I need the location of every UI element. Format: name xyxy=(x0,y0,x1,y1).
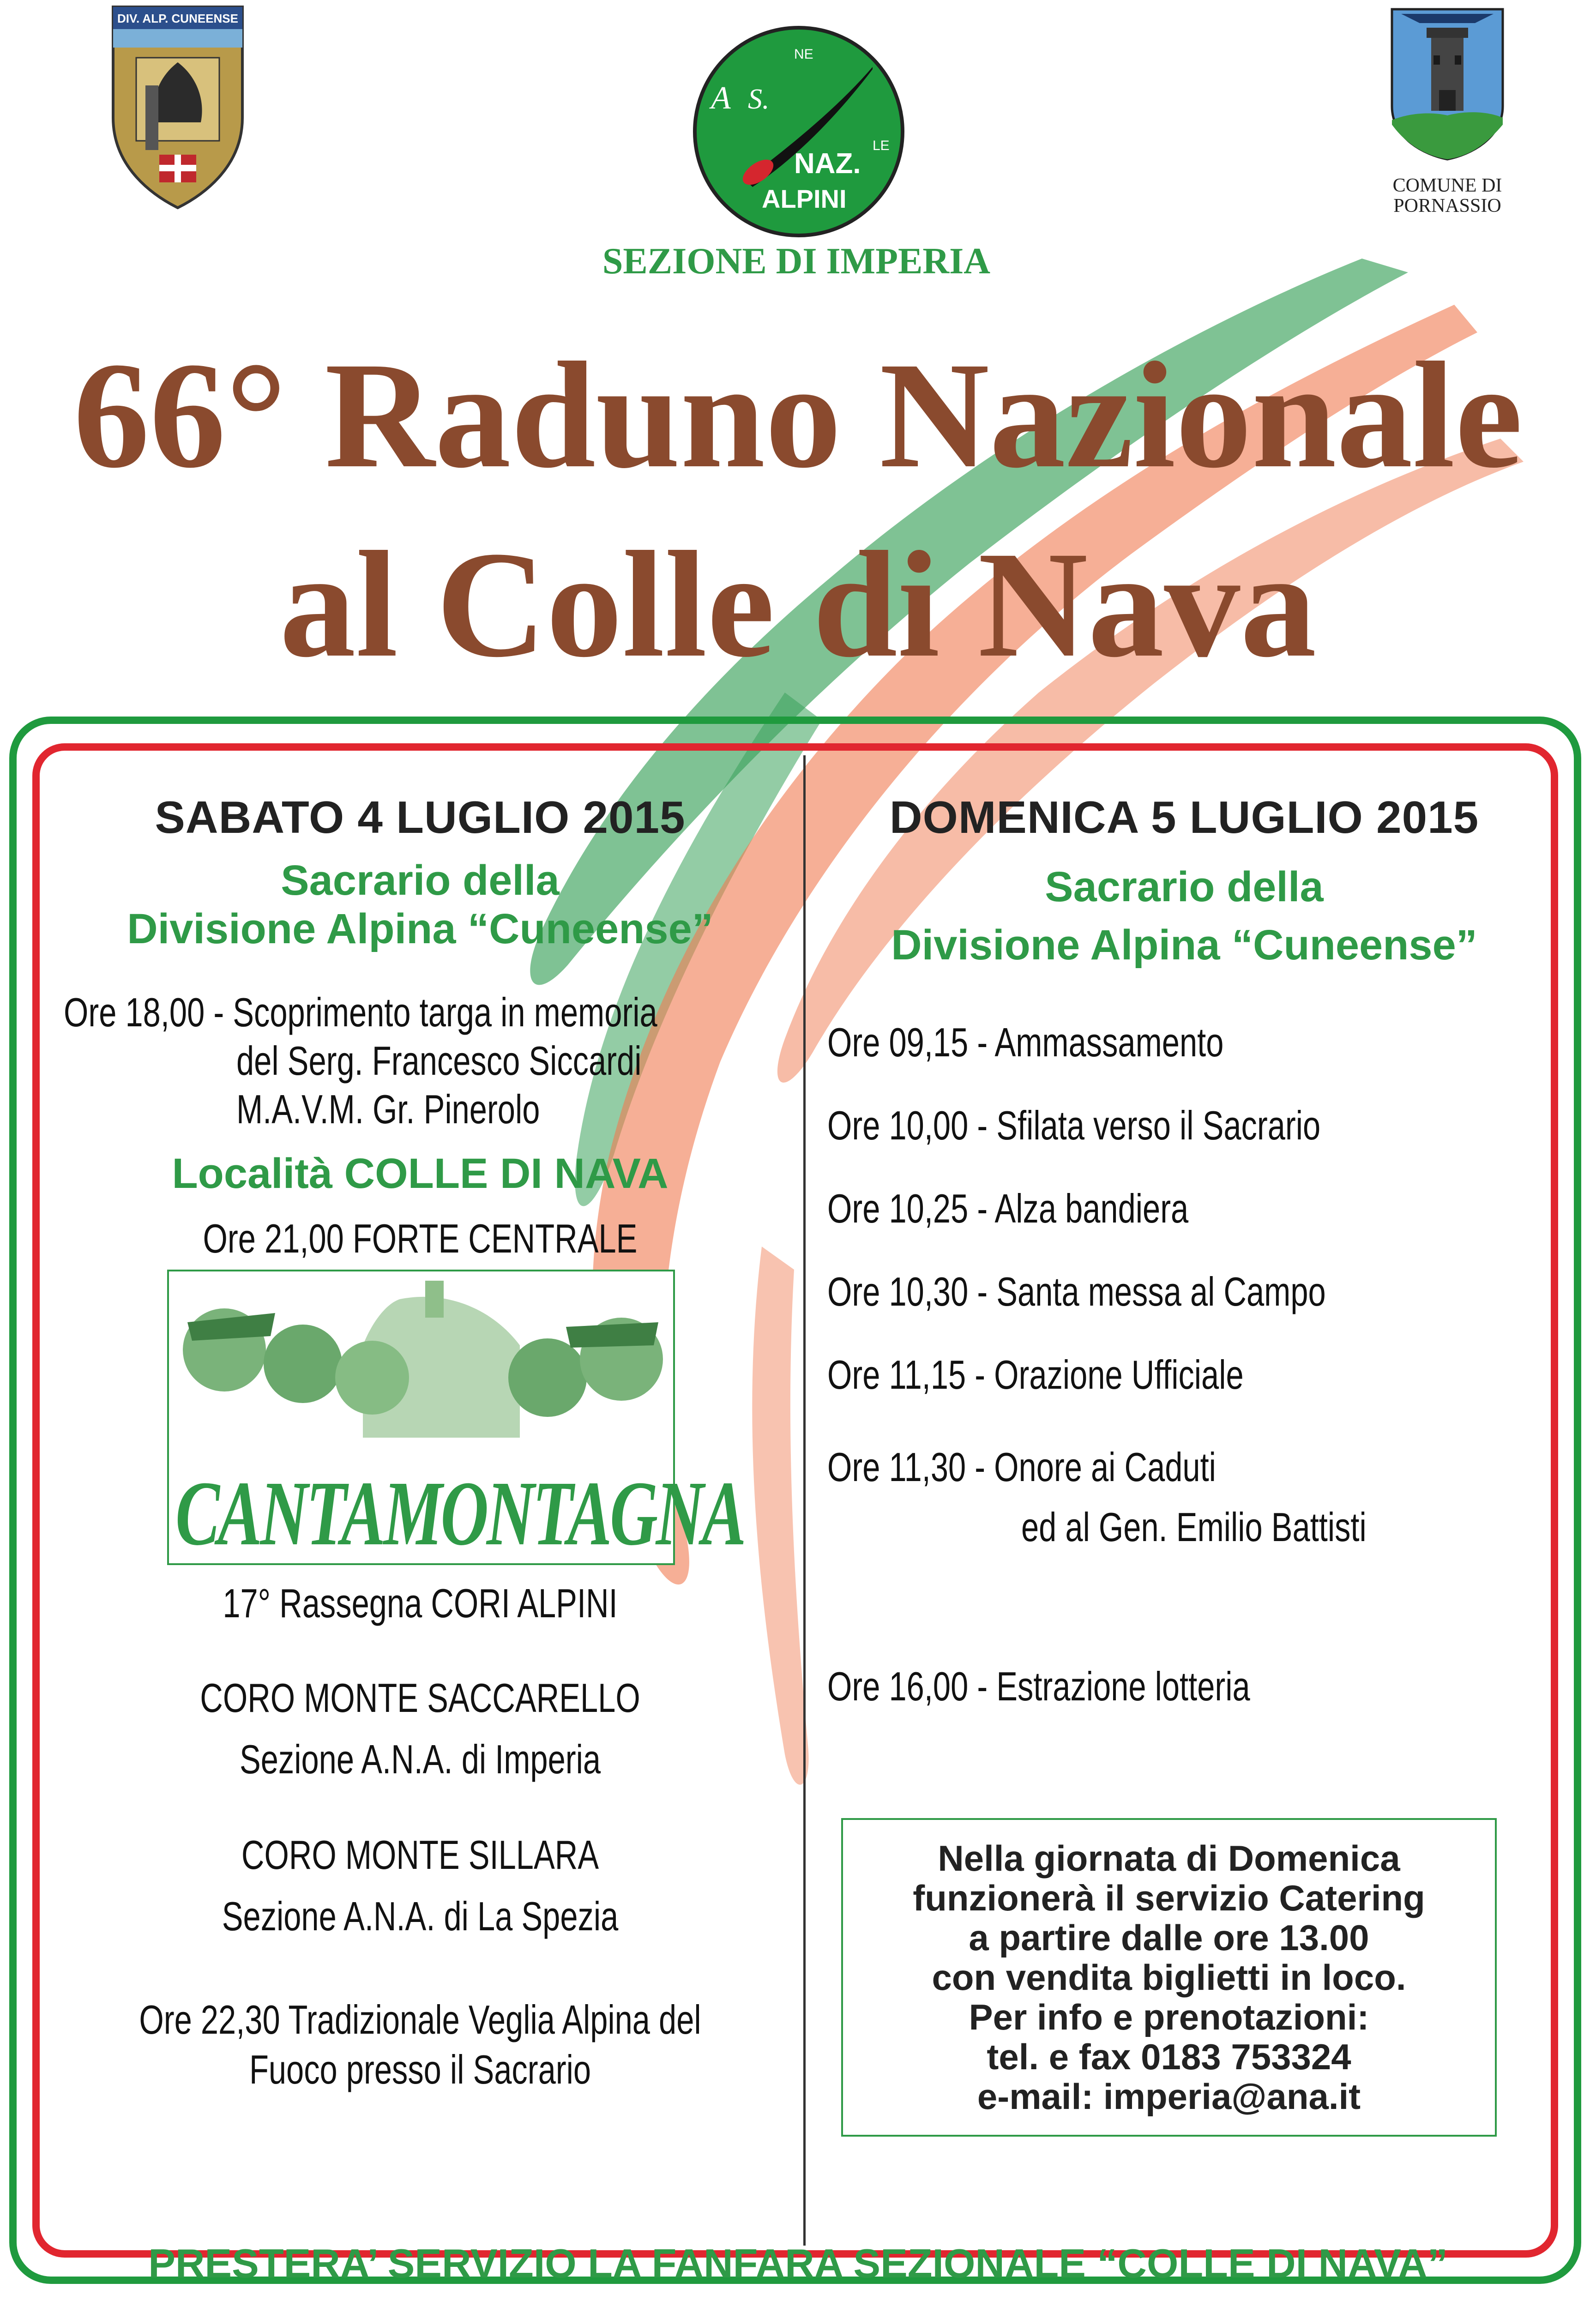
saturday-locality: Località COLLE DI NAVA xyxy=(172,1150,669,1197)
event3-line1-wrap xyxy=(46,1995,794,2044)
info-line-5: Per info e prenotazioni: xyxy=(969,1997,1369,2037)
choir1-section-wrap xyxy=(46,1735,794,1783)
choir2-section: Sezione A.N.A. di La Spezia xyxy=(222,1893,619,1939)
choir1-name-wrap xyxy=(46,1674,794,1722)
choir2-name: CORO MONTE SILLARA xyxy=(241,1832,599,1878)
svg-text:S.: S. xyxy=(748,84,770,115)
rassegna-wrap xyxy=(46,1579,794,1627)
info-line-3: a partire dalle ore 13.00 xyxy=(969,1917,1369,1958)
pornassio-label: COMUNE DI PORNASSIO xyxy=(1392,175,1502,217)
sunday-event-5: Ore 11,15 - Orazione Ufficiale xyxy=(827,1352,1244,1397)
emblem-text: DIV. ALP. CUNEENSE xyxy=(117,12,239,25)
info-line-6: tel. e fax 0183 753324 xyxy=(987,2036,1351,2077)
saturday-event3-line1: Ore 22,30 Tradizionale Veglia Alpina del xyxy=(139,1997,701,2042)
cuneense-shield-emblem xyxy=(108,2,247,210)
info-line-4: con vendita biglietti in loco. xyxy=(932,1957,1406,1998)
saturday-date: SABATO 4 LUGLIO 2015 xyxy=(155,792,686,843)
saturday-event2: Ore 21,00 FORTE CENTRALE xyxy=(203,1216,638,1261)
catering-info-box xyxy=(841,1818,1497,2137)
sunday-event-6-cont: ed al Gen. Emilio Battisti xyxy=(1021,1504,1367,1550)
title-line1: 66° Raduno Nazionale xyxy=(73,331,1523,500)
column-divider xyxy=(803,755,806,2246)
cantamontagna-title: CANTAMONTAGNA xyxy=(175,1463,745,1565)
alpini-singers-illustration xyxy=(169,1271,673,1465)
ana-logo xyxy=(679,25,919,238)
pornassio-coat-of-arms xyxy=(1387,5,1507,162)
sunday-event-1: Ore 09,15 - Ammassamento xyxy=(827,1019,1224,1065)
sunday-event-4: Ore 10,30 - Santa messa al Campo xyxy=(827,1269,1326,1314)
info-line-1: Nella giornata di Domenica xyxy=(938,1838,1400,1879)
section-label: SEZIONE DI IMPERIA xyxy=(602,241,991,282)
svg-text:A: A xyxy=(711,80,731,116)
saturday-event1-line1: Ore 18,00 - Scoprimento targa in memoria xyxy=(64,989,657,1035)
choir1-name: CORO MONTE SACCARELLO xyxy=(200,1675,640,1721)
sunday-event-2: Ore 10,00 - Sfilata verso il Sacrario xyxy=(827,1102,1321,1148)
saturday-event1-line2: del Serg. Francesco Siccardi xyxy=(236,1038,642,1084)
choir2-name-wrap xyxy=(46,1831,794,1879)
info-line-2: funzionerà il servizio Catering xyxy=(913,1878,1425,1918)
footer-fanfara: PRESTERA’ SERVIZIO LA FANFARA SEZIONALE “COLLE DI NAVA” xyxy=(148,2241,1448,2286)
svg-text:NAZ.: NAZ. xyxy=(794,148,861,180)
svg-text:ALPINI: ALPINI xyxy=(762,184,847,213)
choir2-section-wrap xyxy=(46,1892,794,1940)
saturday-event2-wrap xyxy=(46,1214,794,1263)
sunday-date: DOMENICA 5 LUGLIO 2015 xyxy=(889,792,1479,843)
choir1-section: Sezione A.N.A. di Imperia xyxy=(239,1736,601,1782)
sunday-event-6: Ore 11,30 - Onore ai Caduti xyxy=(827,1444,1216,1490)
saturday-place-line1: Sacrario della xyxy=(281,857,560,904)
saturday-event1-line3: M.A.V.M. Gr. Pinerolo xyxy=(236,1086,540,1132)
saturday-place-line2: Divisione Alpina “Cuneense” xyxy=(127,905,713,952)
saturday-rassegna: 17° Rassegna CORI ALPINI xyxy=(223,1580,618,1626)
sunday-place-line1: Sacrario della xyxy=(1045,863,1324,910)
svg-text:NE: NE xyxy=(794,47,813,62)
svg-text:LE: LE xyxy=(873,138,890,153)
title-line2: al Colle di Nava xyxy=(279,520,1317,689)
event3-line2-wrap xyxy=(46,2045,794,2094)
sunday-event-7: Ore 16,00 - Estrazione lotteria xyxy=(827,1663,1250,1709)
cantamontagna-banner xyxy=(167,1270,745,1565)
saturday-event3-line2: Fuoco presso il Sacrario xyxy=(249,2047,591,2092)
info-line-7: e-mail: imperia@ana.it xyxy=(977,2076,1361,2117)
sunday-event-3: Ore 10,25 - Alza bandiera xyxy=(827,1186,1189,1231)
sunday-place-line2: Divisione Alpina “Cuneense” xyxy=(891,922,1477,969)
